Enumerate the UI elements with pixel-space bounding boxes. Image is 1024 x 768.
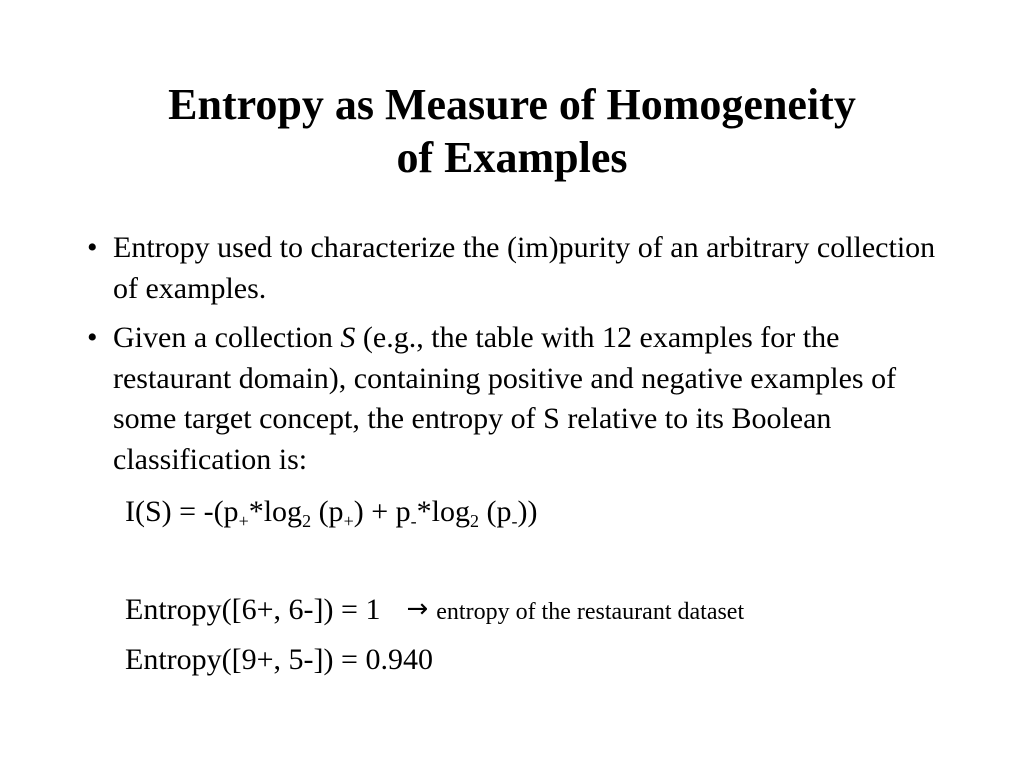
- bullet-marker: •: [87, 231, 98, 264]
- formula-subscript: +: [343, 511, 354, 531]
- entropy-formula: [125, 492, 537, 532]
- entropy-example-1: [125, 589, 744, 632]
- formula-part: *log: [416, 495, 470, 528]
- bullet-item-2: [87, 318, 947, 480]
- bullet-item-1: [87, 228, 947, 309]
- formula-subscript: +: [238, 511, 249, 531]
- formula-part: (p: [311, 495, 344, 528]
- slide-title-line-1: Entropy as Measure of Homogeneity: [168, 80, 856, 129]
- bullet-text-1: Entropy used to characterize the (im)purity of an arbitrary collection of examples.: [113, 231, 936, 305]
- entropy-example-1-note: entropy of the restaurant dataset: [436, 599, 745, 625]
- formula-subscript: -: [511, 511, 518, 531]
- entropy-example-2: [125, 640, 433, 680]
- bullet-text-2-pre: Given a collection: [113, 321, 341, 354]
- entropy-example-1-expression: Entropy([6+, 6-]) = 1: [125, 593, 381, 626]
- formula-subscript: 2: [302, 511, 312, 531]
- bullet-list: [87, 228, 947, 489]
- bullet-text-2-variable: S: [340, 321, 356, 354]
- formula-part: )): [517, 495, 538, 528]
- entropy-example-2-expression: Entropy([9+, 5-]) = 0.940: [125, 643, 433, 676]
- slide-title-line-2: of Examples: [396, 133, 628, 182]
- formula-part: ) + p: [353, 495, 411, 528]
- formula-subscript: -: [410, 511, 417, 531]
- formula-part: (p: [478, 495, 512, 528]
- right-arrow-icon: →: [406, 594, 429, 624]
- formula-subscript: 2: [469, 511, 479, 531]
- formula-part: *log: [248, 495, 303, 528]
- bullet-marker: •: [87, 321, 98, 354]
- bullet-text-2-post: (e.g., the table with 12 examples for the restaurant domain), containing positive and negative examples of some target concept, the entropy of S relative to its Boolean classification is:: [113, 321, 897, 476]
- formula-part: I(S) = -(p: [125, 495, 239, 528]
- slide-title: [62, 78, 962, 184]
